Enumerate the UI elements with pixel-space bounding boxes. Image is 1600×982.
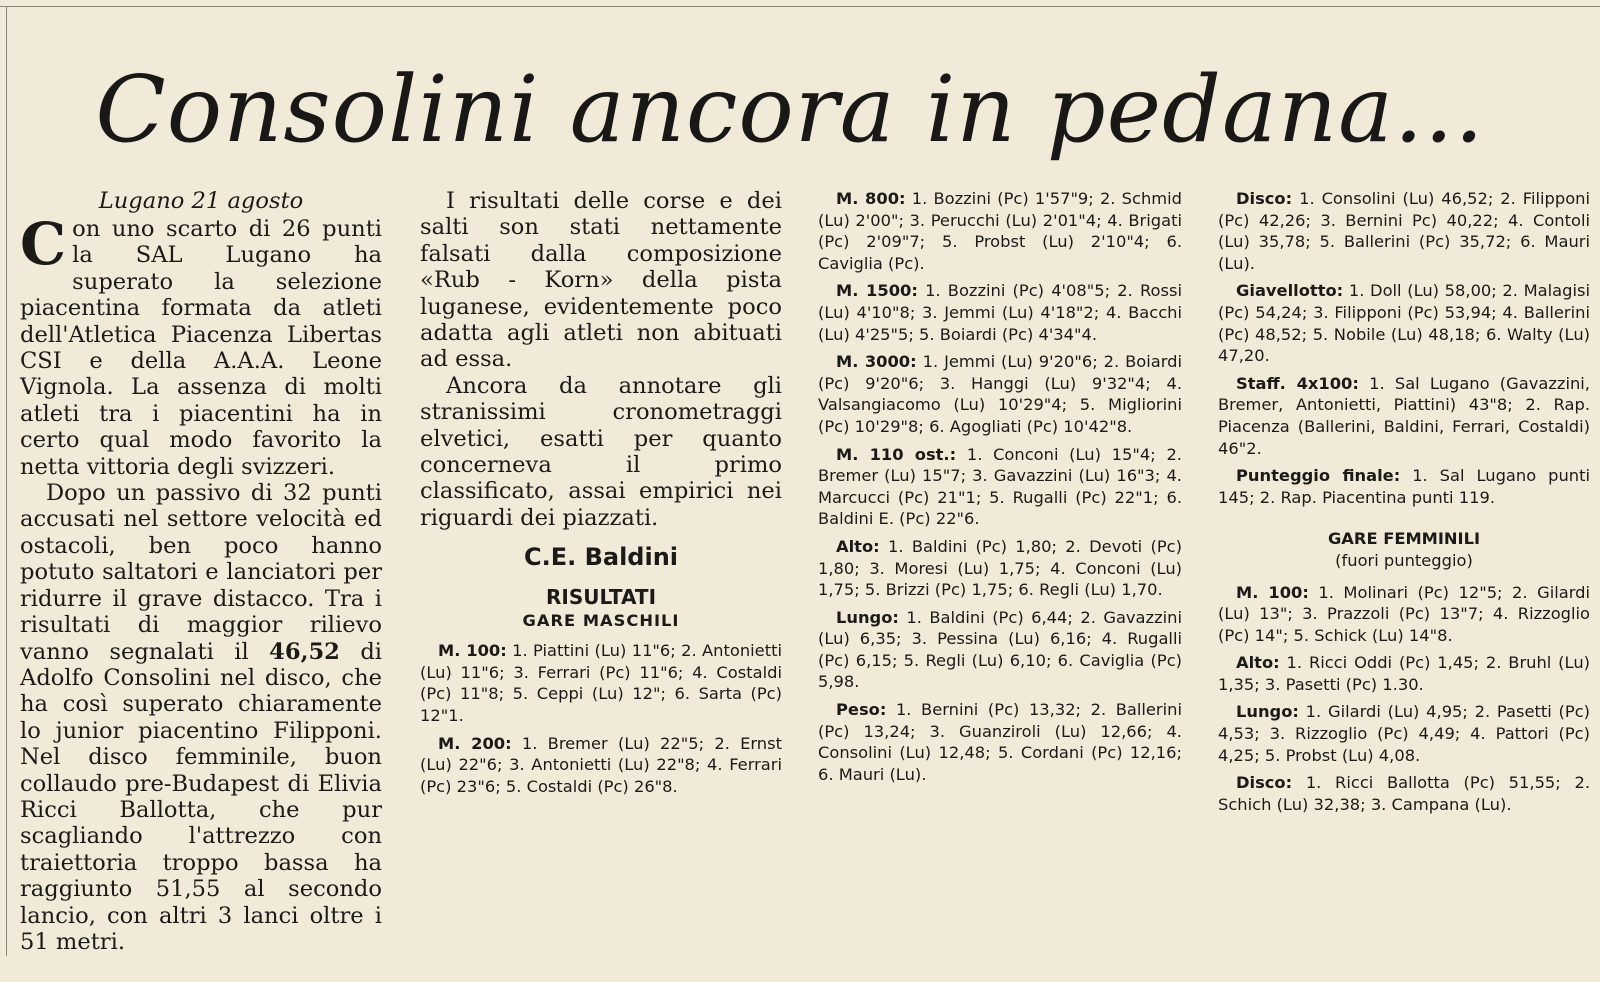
result-entry: Disco: 1. Ricci Ballotta (Pc) 51,55; 2. Schich (Lu) 32,38; 3. Campana (Lu). [1218, 773, 1590, 814]
result-entry: Disco: 1. Consolini (Lu) 46,52; 2. Filipponi (Pc) 42,26; 3. Bernini Pc) 40,22; 4. Contoli (Lu) 35,78; 5. Ballerini (Pc) 35,72; 6. Mauri (Lu). [1218, 189, 1590, 273]
result-entry: M. 800: 1. Bozzini (Pc) 1'57"9; 2. Schmid (Lu) 2'00"; 3. Perucchi (Lu) 2'01"4; 4. Brigati (Pc) 2'09"7; 5. Probst (Lu) 2'10"4; 6. Caviglia (Pc). [818, 189, 1182, 273]
result-entry: Alto: 1. Baldini (Pc) 1,80; 2. Devoti (Pc) 1,80; 3. Moresi (Lu) 1,75; 4. Conconi (Lu) 1,75; 5. Brizzi (Pc) 1,75; 6. Regli (Lu) 1,70. [818, 536, 1182, 600]
article-paragraph-2: Dopo un passivo di 32 punti accusati nel settore velocità ed ostacoli, ben poco hanno potuto saltatori e lanciatori per ridurre il grave distacco. Tra i risultati di maggior rilievo vanno segnalati il 46,52 di Adolfo Consolini nel disco, che ha così superato chiaramente lo junior piacentino Filipponi. Nel disco femminile, buon collaudo pre-Budapest di Elivia Ricci Ballotta, che pur scagliando l'attrezzo con traiettoria troppo bassa ha raggiunto 51,55 al secondo lancio, con altri 3 lanci oltre i 51 metri. [20, 480, 383, 955]
dropcap: C [20, 210, 67, 278]
result-entry: Alto: 1. Ricci Oddi (Pc) 1,45; 2. Bruhl (Lu) 1,35; 3. Pasetti (Pc) 1.30. [1218, 653, 1590, 694]
article-column-2-text [420, 188, 782, 531]
article-paragraph-3: I risultati delle corse e dei salti son stati nettamente falsati dalla composizione «Rub - Korn» della pista luganese, evidentemente poco adatta agli atleti non abituati ad essa. [420, 188, 782, 373]
results-column-4 [1218, 188, 1590, 821]
top-rule [0, 6, 1600, 7]
result-entry: M. 1500: 1. Bozzini (Pc) 4'08"5; 2. Rossi (Lu) 4'10"8; 3. Jemmi (Lu) 4'18"2; 4. Bacchi (Lu) 4'25"5; 5. Boiardi (Pc) 4'34"4. [818, 281, 1182, 344]
headline: Consolini ancora in pedana... [95, 56, 1485, 163]
result-entry: Lungo: 1. Gilardi (Lu) 4,95; 2. Pasetti (Pc) 4,53; 3. Rizzoglio (Pc) 4,49; 4. Pattori (Pc) 4,25; 5. Probst (Lu) 4,08. [1218, 702, 1590, 765]
women-results-subtitle: (fuori punteggio) [1335, 550, 1473, 570]
result-entry: Punteggio finale: 1. Sal Lugano punti 145; 2. Rap. Piacentina punti 119. [1218, 466, 1590, 507]
dateline: Lugano 21 agosto [98, 188, 304, 214]
results-title: RISULTATI [545, 585, 657, 610]
result-entry: M. 3000: 1. Jemmi (Lu) 9'20"6; 2. Boiardi (Pc) 9'20"6; 3. Hanggi (Lu) 9'32"4; 4. Valsangiacomo (Lu) 10'29"4; 5. Migliorini (Pc) 10'29"8; 6. Agogliati (Pc) 10'42"8. [818, 352, 1182, 436]
author-byline: C.E. Baldini [523, 543, 679, 572]
article-column-2 [420, 188, 782, 803]
results-column-3 [818, 188, 1182, 791]
result-entry: Lungo: 1. Baldini (Pc) 6,44; 2. Gavazzini (Lu) 6,35; 3. Pessina (Lu) 6,16; 4. Rugalli (Pc) 6,15; 5. Regli (Lu) 6,10; 6. Caviglia (Pc) 5,98. [818, 607, 1182, 692]
result-entry: M. 110 ost.: 1. Conconi (Lu) 15"4; 2. Bremer (Lu) 15"7; 3. Gavazzini (Lu) 16"3; 4. Marcucci (Pc) 21"1; 5. Rugalli (Pc) 22"1; 6. Baldini E. (Pc) 22"6. [818, 444, 1182, 529]
results-flow-a [420, 640, 782, 797]
highlight-result: 46,52 [269, 638, 340, 665]
result-entry: M. 100: 1. Piattini (Lu) 11"6; 2. Antonietti (Lu) 11"6; 3. Ferrari (Pc) 11"6; 4. Costaldi (Pc) 11"8; 5. Ceppi (Lu) 12"; 6. Sarta (Pc) 12"1. [420, 641, 782, 726]
result-entry: Peso: 1. Bernini (Pc) 13,32; 2. Ballerini (Pc) 13,24; 3. Guanziroli (Lu) 12,66; 4. Consolini (Lu) 12,48; 5. Cordani (Pc) 12,16; 6. Mauri (Lu). [818, 700, 1182, 784]
article-column-1 [20, 188, 382, 955]
article-paragraph-1: Con uno scarto di 26 punti la SAL Lugano ha superato la selezione piacentina formata da atleti dell'Atletica Piacenza Libertas CSI e della A.A.A. Leone Vignola. La assenza di molti atleti tra i piacentini ha in certo qual modo favorito la netta vittoria degli svizzeri. [20, 210, 382, 480]
result-entry: M. 100: 1. Molinari (Pc) 12"5; 2. Gilardi (Lu) 13"; 3. Prazzoli (Pc) 13"7; 4. Rizzoglio (Pc) 14"; 5. Schick (Lu) 14"8. [1218, 582, 1590, 645]
result-entry: M. 200: 1. Bremer (Lu) 22"5; 2. Ernst (Lu) 22"6; 3. Antonietti (Lu) 22"8; 4. Ferrari (Pc) 23"6; 5. Costaldi (Pc) 26"8. [420, 733, 782, 796]
women-results-title: GARE FEMMINILI [1327, 529, 1481, 549]
men-results-title: GARE MASCHILI [522, 611, 680, 631]
result-entry: Giavellotto: 1. Doll (Lu) 58,00; 2. Malagisi (Pc) 54,24; 3. Filipponi (Pc) 53,94; 4. Ballerini (Pc) 48,52; 5. Nobile (Lu) 48,18; 6. Walty (Lu) 47,20. [1218, 281, 1590, 366]
result-entry: Staff. 4x100: 1. Sal Lugano (Gavazzini, Bremer, Antonietti, Piattini) 43"8; 2. Rap. Piacenza (Ballerini, Baldini, Ferrari, Costaldi) 46"2. [1218, 373, 1590, 458]
article-paragraph-4: Ancora da annotare gli stranissimi cronometraggi elvetici, esatti per quanto concerneva il primo classificato, assai empirici nei riguardi dei piazzati. [420, 372, 782, 531]
